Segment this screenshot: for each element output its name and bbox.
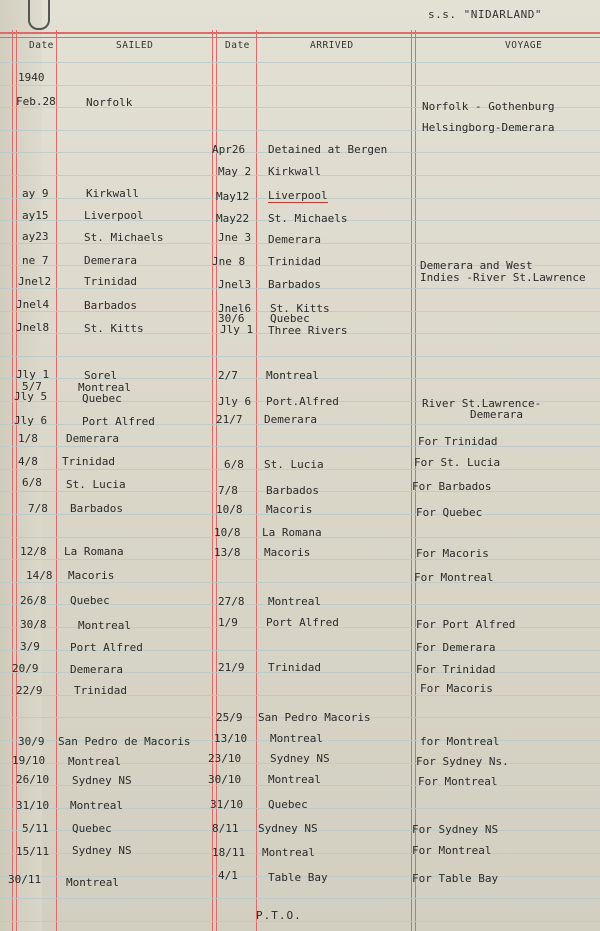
arrived-place: Montreal <box>266 369 319 382</box>
column-rule <box>212 30 217 931</box>
sailed-place: Quebec <box>72 822 112 835</box>
arrived-place: Montreal <box>270 732 323 745</box>
column-rule <box>256 30 257 931</box>
sailed-place: Barbados <box>84 299 137 312</box>
arrived-place: Barbados <box>268 278 321 291</box>
arrived-place: Sydney NS <box>270 752 330 765</box>
arrived-date: 21/7 <box>216 413 243 426</box>
ruled-line <box>0 62 600 63</box>
voyage-entry: Demerara <box>470 408 523 421</box>
voyage-entry: For Barbados <box>412 480 492 493</box>
sailed-date: Jnel8 <box>16 321 50 334</box>
voyage-entry: Norfolk - Gothenburg <box>422 100 555 113</box>
arrived-date: 1/9 <box>218 616 238 629</box>
sailed-date: 26/10 <box>16 773 50 786</box>
sailed-date: Jnel2 <box>18 275 52 288</box>
sailed-place: Demerara <box>70 663 123 676</box>
sailed-place: Demerara <box>66 432 119 445</box>
sailed-place: Port Alfred <box>70 641 143 654</box>
sailed-place: Norfolk <box>86 96 133 109</box>
arrived-place: Detained at Bergen <box>268 143 388 156</box>
sailed-date: ay23 <box>22 230 49 243</box>
voyage-entry: For Macoris <box>416 547 489 560</box>
sailed-date: ne 7 <box>22 254 49 267</box>
sailed-date: ay 9 <box>22 187 49 200</box>
sailed-date: 1940 <box>18 71 45 84</box>
page-turn-note: P.T.O. <box>256 909 302 922</box>
arrived-date: May22 <box>216 212 250 225</box>
arrived-place: Barbados <box>266 484 319 497</box>
arrived-place: Liverpool <box>268 189 328 202</box>
arrived-place: La Romana <box>262 526 322 539</box>
voyage-entry: For Trinidad <box>416 663 496 676</box>
arrived-place: Macoris <box>264 546 311 559</box>
voyage-entry: For Demerara <box>416 641 496 654</box>
arrived-place: Port.Alfred <box>266 395 339 408</box>
arrived-place: Macoris <box>266 503 313 516</box>
header-rule-top <box>0 32 600 34</box>
arrived-date: 31/10 <box>210 798 244 811</box>
sailed-place: Demerara <box>84 254 137 267</box>
arrived-date: 13/10 <box>214 732 248 745</box>
sailed-date: 15/11 <box>16 845 50 858</box>
arrived-date: 18/11 <box>212 846 246 859</box>
header-date-arrived: Date <box>225 40 250 51</box>
arrived-date: 23/10 <box>208 752 242 765</box>
arrived-date: 10/8 <box>214 526 241 539</box>
arrived-date: 6/8 <box>224 458 244 471</box>
sailed-place: La Romana <box>64 545 124 558</box>
arrived-place: Montreal <box>268 595 321 608</box>
arrived-place: Quebec <box>268 798 308 811</box>
arrived-place: Trinidad <box>268 661 321 674</box>
sailed-place: Montreal <box>66 876 119 889</box>
arrived-date: Jly 6 <box>218 395 252 408</box>
arrived-place: Demerara <box>268 233 321 246</box>
header-date-sailed: Date <box>29 40 54 51</box>
sailed-date: 7/8 <box>28 502 48 515</box>
ship-name: s.s. "NIDARLAND" <box>428 8 542 21</box>
arrived-place: Sydney NS <box>258 822 318 835</box>
voyage-entry: For Montreal <box>412 844 492 857</box>
arrived-place: Table Bay <box>268 871 328 884</box>
sailed-date: 1/8 <box>18 432 38 445</box>
sailed-place: Kirkwall <box>86 187 139 200</box>
sailed-date: 26/8 <box>20 594 47 607</box>
sailed-date: Jly 5 <box>14 390 48 403</box>
ruled-line <box>0 898 600 899</box>
arrived-place: St. Kitts <box>270 302 330 315</box>
arrived-place: Quebec <box>270 312 310 325</box>
sailed-date: Jly 6 <box>14 414 48 427</box>
arrived-place: Demerara <box>264 413 317 426</box>
arrived-place: Montreal <box>262 846 315 859</box>
header-sailed: SAILED <box>116 40 154 51</box>
column-rule <box>12 30 17 931</box>
arrived-date: 25/9 <box>216 711 243 724</box>
binding-clip <box>28 0 50 30</box>
voyage-entry: for Montreal <box>420 735 500 748</box>
ruled-line <box>0 356 600 357</box>
voyage-entry: Helsingborg-Demerara <box>422 121 555 134</box>
arrived-date: Jly 1 <box>220 323 254 336</box>
arrived-place: St. Lucia <box>264 458 324 471</box>
voyage-entry: For Table Bay <box>412 872 499 885</box>
arrived-date: Apr26 <box>212 143 246 156</box>
header-arrived: ARRIVED <box>310 40 354 51</box>
sailed-place: Montreal <box>70 799 123 812</box>
sailed-place: Sorel <box>84 369 118 382</box>
arrived-date: 10/8 <box>216 503 243 516</box>
sailed-date: Jly 1 <box>16 368 50 381</box>
arrived-date: Jnel6 <box>218 302 252 315</box>
sailed-place: Sydney NS <box>72 844 132 857</box>
arrived-place: Kirkwall <box>268 165 321 178</box>
voyage-entry: For St. Lucia <box>414 456 501 469</box>
voyage-entry: For Montreal <box>414 571 494 584</box>
sailed-date: 5/11 <box>22 822 49 835</box>
sailed-place: Trinidad <box>84 275 137 288</box>
arrived-date: 30/6 <box>218 312 245 325</box>
arrived-date: 2/7 <box>218 369 238 382</box>
sailed-place: San Pedro de Macoris <box>58 735 191 748</box>
sailed-date: Feb.28 <box>16 95 56 108</box>
sailed-place: Quebec <box>82 392 122 405</box>
header-voyage: VOYAGE <box>505 40 543 51</box>
arrived-place: Trinidad <box>268 255 321 268</box>
voyage-entry: For Port Alfred <box>416 618 516 631</box>
arrived-date: 13/8 <box>214 546 241 559</box>
arrived-date: 7/8 <box>218 484 238 497</box>
arrived-date: May12 <box>216 190 250 203</box>
voyage-entry: For Macoris <box>420 682 493 695</box>
sailed-date: 6/8 <box>22 476 42 489</box>
arrived-date: May 2 <box>218 165 252 178</box>
sailed-date: 31/10 <box>16 799 50 812</box>
ruled-line <box>0 85 600 86</box>
arrived-date: Jne 3 <box>218 231 252 244</box>
voyage-entry: River St.Lawrence- <box>422 397 542 410</box>
sailed-place: St. Kitts <box>84 322 144 335</box>
sailed-place: Barbados <box>70 502 123 515</box>
sailed-place: Montreal <box>68 755 121 768</box>
sailed-date: 4/8 <box>18 455 38 468</box>
sailed-place: Montreal <box>78 619 131 632</box>
sailed-place: Trinidad <box>62 455 115 468</box>
column-rule <box>56 30 57 931</box>
voyage-entry: For Sydney Ns. <box>416 755 509 768</box>
arrived-place: San Pedro Macoris <box>258 711 371 724</box>
header-rule-second <box>0 37 600 38</box>
sailed-date: Jnel4 <box>16 298 50 311</box>
voyage-entry: For Montreal <box>418 775 498 788</box>
arrived-date: 8/11 <box>212 822 239 835</box>
sailed-place: Montreal <box>78 381 131 394</box>
sailed-place: Quebec <box>70 594 110 607</box>
ruled-line <box>0 559 600 560</box>
sailed-place: Macoris <box>68 569 115 582</box>
arrived-date: Jnel3 <box>218 278 252 291</box>
arrived-date: 30/10 <box>208 773 242 786</box>
sailed-date: 3/9 <box>20 640 40 653</box>
sailed-date: ay15 <box>22 209 49 222</box>
sailed-place: Trinidad <box>74 684 127 697</box>
ruled-line <box>0 446 600 447</box>
sailed-place: Liverpool <box>84 209 144 222</box>
sailed-date: 12/8 <box>20 545 47 558</box>
arrived-date: 21/9 <box>218 661 245 674</box>
arrived-place: Port Alfred <box>266 616 339 629</box>
sailed-date: 20/9 <box>12 662 39 675</box>
voyage-entry: Demerara and West <box>420 259 533 272</box>
sailed-date: 19/10 <box>12 754 46 767</box>
arrived-place: Three Rivers <box>268 324 348 337</box>
sailed-date: 22/9 <box>16 684 43 697</box>
sailed-date: 14/8 <box>26 569 53 582</box>
voyage-entry: Indies -River St.Lawrence <box>420 271 586 284</box>
voyage-entry: For Trinidad <box>418 435 498 448</box>
sailed-place: Sydney NS <box>72 774 132 787</box>
arrived-place: Montreal <box>268 773 321 786</box>
sailed-date: 30/9 <box>18 735 45 748</box>
voyage-entry: For Sydney NS <box>412 823 499 836</box>
sailed-date: 30/8 <box>20 618 47 631</box>
sailed-place: St. Lucia <box>66 478 126 491</box>
arrived-date: 27/8 <box>218 595 245 608</box>
arrived-date: 4/1 <box>218 869 238 882</box>
arrived-date: Jne 8 <box>212 255 246 268</box>
ruled-line <box>0 582 600 583</box>
sailed-place: St. Michaels <box>84 231 164 244</box>
sailed-place: Port Alfred <box>82 415 155 428</box>
sailed-date: 30/11 <box>8 873 42 886</box>
voyage-entry: For Quebec <box>416 506 483 519</box>
arrived-place: St. Michaels <box>268 212 348 225</box>
sailed-date: 5/7 <box>22 380 42 393</box>
